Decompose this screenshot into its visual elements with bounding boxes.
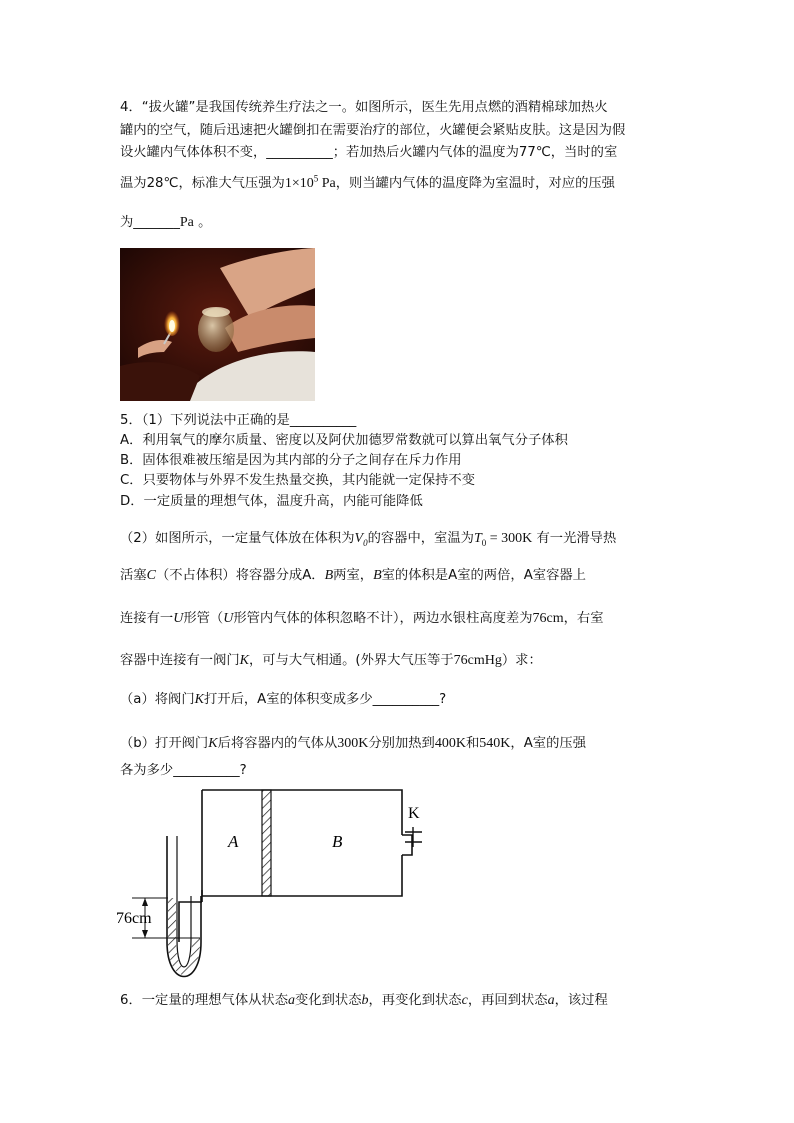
q5-part2-line-1: （2）如图所示，一定量气体放在体积为$V_0$的容器中，室温为$T_0 = 300K$ 有一光滑导热 bbox=[120, 531, 617, 548]
q5-option-c: C．只要物体与外界不发生热量交换，其内能就一定保持不变 bbox=[120, 473, 476, 488]
q5-subquestion-b: （b）打开阀门K后将容器内的气体从300K分别加热到400K和540K，A室的压强 bbox=[120, 736, 586, 751]
q6-line-1: 6．一定量的理想气体从状态a变化到状态b，再变化到状态c，再回到状态a，该过程 bbox=[120, 993, 608, 1008]
q5-part2-line-4: 容器中连接有一阀门K，可与大气相通。(外界大气压等于76cmHg）求： bbox=[120, 653, 542, 668]
cupping-photo bbox=[120, 248, 315, 401]
q5-stem: 5．（1）下列说法中正确的是__________ bbox=[120, 411, 680, 431]
q5-subquestion-a: （a）将阀门K打开后，A室的体积变成多少__________? bbox=[120, 690, 680, 710]
container-diagram-drawing bbox=[112, 780, 442, 990]
q5-option-b: B．固体很难被压缩是因为其内部的分子之间存在斥力作用 bbox=[120, 453, 462, 468]
height-arrow-down bbox=[142, 930, 148, 938]
q4-line-1: 4．“拔火罐”是我国传统养生疗法之一。如图所示，医生先用点燃的酒精棉球加热火 bbox=[120, 100, 608, 115]
var-t0: $T_0 = 300K$ bbox=[473, 531, 533, 548]
answer-blank: __________ bbox=[289, 413, 357, 428]
q4-line-2: 罐内的空气，随后迅速把火罐倒扣在需要治疗的部位，火罐便会紧贴皮肤。这是因为假 bbox=[120, 123, 626, 138]
pressure-value: $1\times 10^5$ Pa bbox=[284, 173, 336, 191]
piston bbox=[262, 790, 271, 896]
container-top-wall bbox=[202, 790, 402, 835]
q5-option-a: A．利用氧气的摩尔质量、密度以及阿伏加德罗常数就可以算出氧气分子体积 bbox=[120, 433, 568, 448]
label-b: B bbox=[332, 832, 343, 851]
var-v0: $V_0$ bbox=[354, 531, 368, 548]
valve-pipe bbox=[402, 835, 412, 855]
label-a: A bbox=[228, 832, 239, 851]
q4-line-5: 为_______Pa 。 bbox=[120, 213, 680, 233]
q5-part2-line-3: 连接有一U形管（U形管内气体的体积忽略不计），两边水银柱高度差为76cm，右室 bbox=[120, 611, 604, 626]
answer-blank: __________ bbox=[266, 145, 333, 160]
q4-line-3: 设火罐内气体体积不变，__________；若加热后火罐内气体的温度为77℃，当时的室 bbox=[120, 143, 680, 163]
height-arrow-up bbox=[142, 898, 148, 906]
q5-option-d: D．一定质量的理想气体，温度升高，内能可能降低 bbox=[120, 494, 423, 509]
q5-part2-line-2: 活塞C（不占体积）将容器分成A．B两室，B室的体积是A室的两倍，A室容器上 bbox=[120, 568, 586, 583]
container-diagram bbox=[112, 780, 442, 994]
q5-subquestion-b-line-2: 各为多少__________? bbox=[120, 761, 680, 781]
container-bottom-wall bbox=[202, 855, 402, 896]
answer-blank: __________ bbox=[372, 692, 440, 707]
answer-blank: _______ bbox=[133, 215, 180, 230]
answer-blank: __________ bbox=[173, 763, 240, 778]
label-k: K bbox=[408, 805, 420, 822]
mercury-column bbox=[168, 898, 200, 975]
q4-line-4: 温为28℃，标准大气压强为$1\times 10^5$ Pa，则当罐内气体的温度降为室温时，对应的压强 bbox=[120, 173, 615, 191]
cupping-photo-drawing bbox=[120, 248, 315, 401]
label-height: 76cm bbox=[116, 910, 152, 927]
